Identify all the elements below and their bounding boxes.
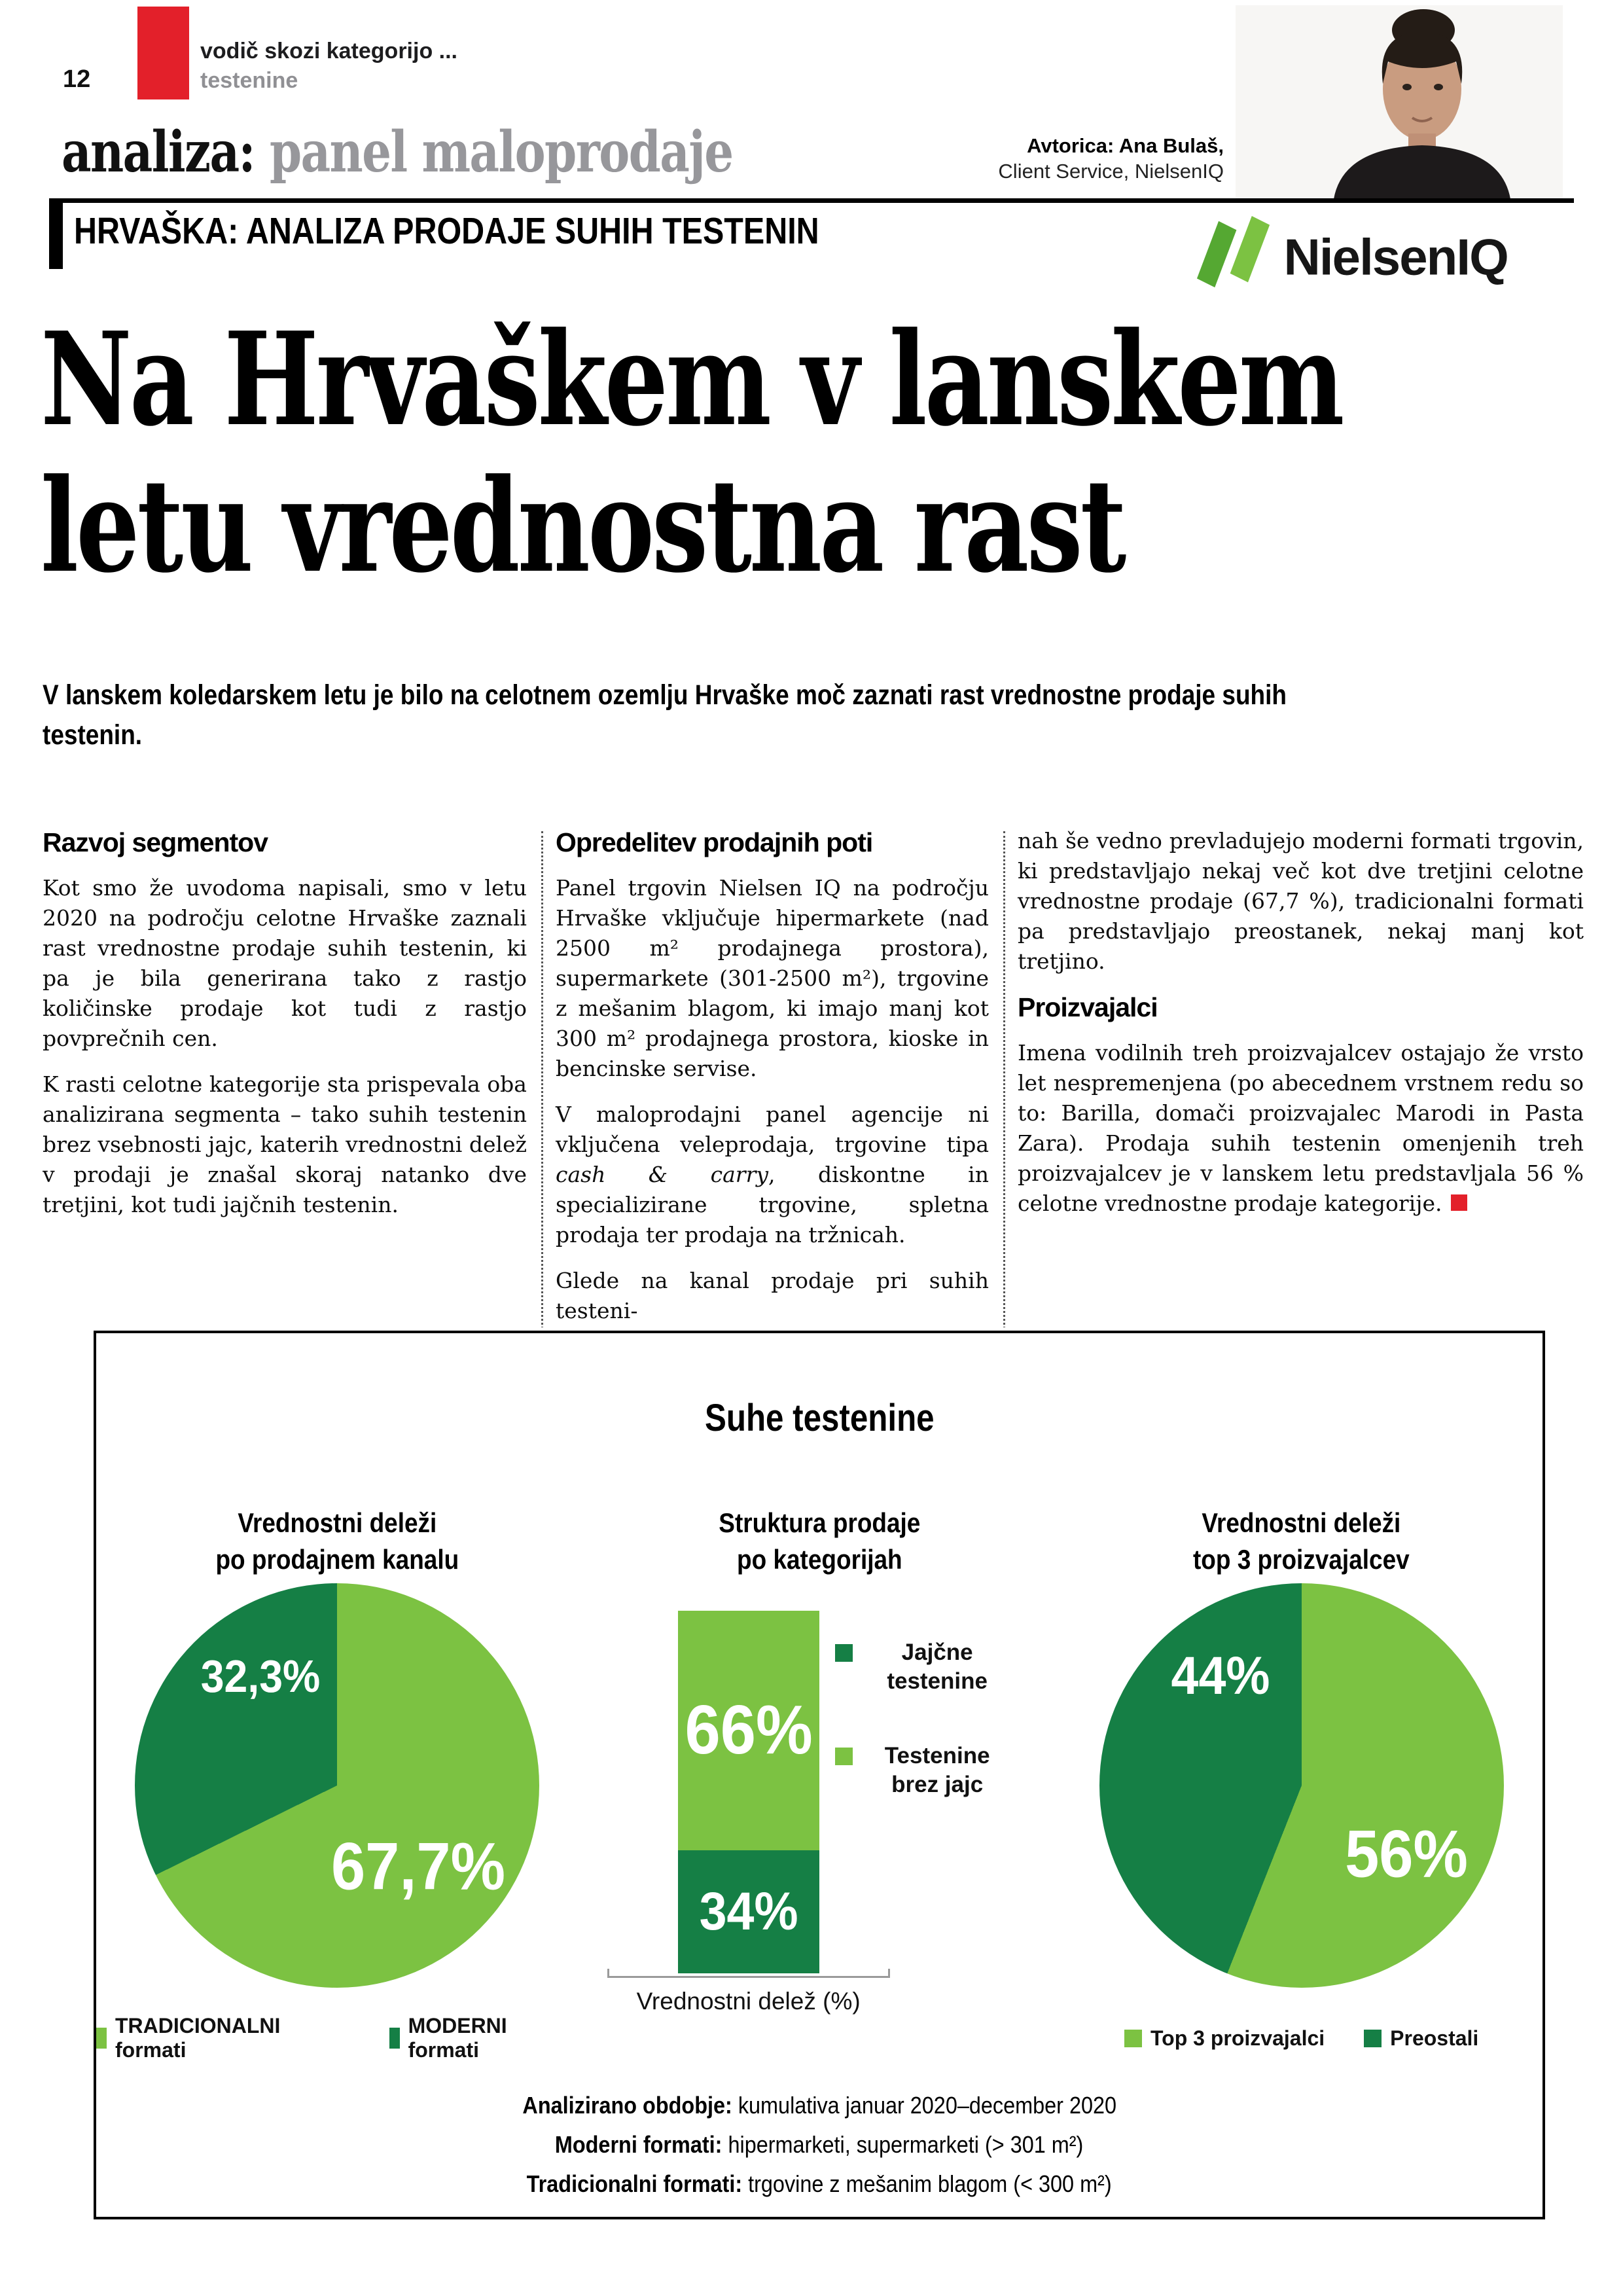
end-mark	[1451, 1194, 1467, 1211]
pie3-legend	[1060, 2014, 1543, 2062]
pie-legends-row	[96, 2014, 1543, 2062]
section-title-black: analiza:	[62, 119, 255, 185]
paragraph: Kot smo že uvodoma napisali, smo v letu 2020 na področju celotne Hrvaške zaznali rast vrednostne prodaje suhih testenin, ki pa je bila generirana tako z rastjo količinske prodaje kot tudi z rastjo povprečnih cen.	[43, 875, 527, 1051]
legend-spacer	[579, 2014, 1061, 2062]
pie-slice-label: 56%	[1345, 1816, 1469, 1892]
legend-item: Testenine brez jajc	[835, 1742, 1012, 1799]
column-divider	[527, 826, 556, 1327]
kicker-line2: testenine	[200, 68, 298, 93]
italic-term: cash & carry	[556, 1162, 768, 1187]
headline-line1: Na Hrvaškem v lanskem	[41, 304, 1342, 455]
column1-heading: Razvoj segmentov	[43, 827, 268, 857]
paragraph: nah še vedno prevladujejo moderni formati trgovin, ki predstavljajo nekaj več kot dve tretjini celotne vrednostne prodaje (67,7 %), tradicionalni formati pa predstavljajo preostanek, nekaj manj kot tretjino.	[1018, 828, 1584, 974]
column-1	[43, 826, 527, 1327]
category-kicker	[200, 37, 457, 96]
bar-segment-label: 66%	[685, 1691, 813, 1769]
pie-chart-top3	[1099, 1583, 1504, 1988]
bar-segment-no-egg	[678, 1611, 819, 1850]
legend-item: MODERNI formati	[389, 2014, 579, 2062]
header-rule	[49, 198, 1574, 203]
legend-swatch	[835, 1644, 853, 1662]
author-name: Avtorica: Ana Bulaš,	[1027, 134, 1224, 157]
bar-segment-label: 34%	[699, 1881, 798, 1941]
author-role: Client Service, NielsenIQ	[998, 160, 1224, 183]
chart-notes	[96, 2086, 1543, 2204]
headline	[41, 306, 1623, 600]
note-line: Analizirano obdobje: kumulativa januar 2020–december 2020	[522, 2092, 1116, 2119]
nielseniq-logo-graphic	[1195, 215, 1554, 291]
legend-swatch	[389, 2028, 400, 2049]
pie-chart-top3-cell	[1060, 1577, 1543, 2002]
lead-paragraph: V lanskem koledarskem letu je bilo na celotnem ozemlju Hrvaške moč zaznati rast vrednostne prodaje suhih testenin.	[43, 679, 1287, 751]
article-kicker: HRVAŠKA: ANALIZA PRODAJE SUHIH TESTENIN	[74, 210, 819, 252]
pie-slice-label: 67,7%	[330, 1829, 505, 1904]
article-columns	[43, 826, 1584, 1327]
legend-swatch	[1124, 2030, 1142, 2047]
bar-chart-structure-cell	[579, 1577, 1061, 2015]
note-line: Tradicionalni formati: trgovine z mešanim blagom (< 300 m²)	[527, 2170, 1112, 2197]
chart-panel-title: Suhe testenine	[704, 1397, 935, 1439]
pie-chart-sales-channel	[135, 1583, 539, 1988]
chart1-title: Vrednostni deleži po prodajnem kanalu	[215, 1507, 459, 1575]
logo-mark-right	[1230, 216, 1270, 282]
author-photo-illustration	[1236, 5, 1563, 199]
paragraph: K rasti celotne kategorije sta prispevala oba analizirana segmenta – tako suhih testenin brez vsebnosti jajc, katerih vrednostni delež v prodaji je znašal skoraj natanko dve tretjini, kot tudi jajčnih testenin.	[43, 1071, 527, 1217]
author-credit	[818, 133, 1224, 184]
headline-line2: letu vrednostna rast	[41, 451, 1124, 601]
legend-swatch	[1364, 2030, 1382, 2047]
chart-panel	[94, 1331, 1545, 2219]
kicker-accent-bar	[49, 198, 63, 269]
bar-legend	[835, 1638, 1012, 1799]
column-divider	[989, 826, 1018, 1327]
column3-heading: Proizvajalci	[1018, 992, 1158, 1022]
page-number: 12	[63, 65, 91, 93]
column-2	[556, 826, 989, 1327]
legend-item: Jajčne testenine	[835, 1638, 1012, 1696]
x-axis-label: Vrednostni delež (%)	[636, 1988, 861, 2015]
kicker-line1: vodič skozi kategorijo ...	[200, 39, 457, 63]
paragraph: Glede na kanal prodaje pri suhih testeni-	[556, 1268, 989, 1323]
x-axis	[607, 1976, 890, 1978]
logo-wordmark: NielsenIQ	[1283, 228, 1508, 286]
column-3	[1018, 826, 1584, 1327]
chart-subtitles	[96, 1505, 1543, 1578]
pie1-legend	[96, 2014, 579, 2062]
stacked-bar	[678, 1611, 819, 1973]
legend-item: Preostali	[1364, 2026, 1478, 2051]
pie-slice-label: 44%	[1171, 1646, 1270, 1706]
red-accent-bar	[137, 7, 189, 99]
legend-item: TRADICIONALNI formati	[96, 2014, 350, 2062]
column2-heading: Opredelitev prodajnih poti	[556, 827, 873, 857]
paragraph: Imena vodilnih treh proizvajalcev ostajajo že vrsto let nespremenjena (po abecednem vrstnem redu so to: Barilla, domači proizvajalec Marodi in Pasta Zara). Prodaja suhih testenin omenjenih treh proizvajalcev je v lanskem letu predstavljala 56 % celotne vrednostne prodaje kategorije.	[1018, 1040, 1584, 1216]
author-photo	[1236, 5, 1563, 199]
pie-chart-sales-channel-cell	[96, 1577, 579, 2002]
note-line: Moderni formati: hipermarketi, supermarketi (> 301 m²)	[555, 2131, 1084, 2158]
chart2-title: Struktura prodaje po kategorijah	[718, 1507, 921, 1575]
nielseniq-logo	[1195, 215, 1554, 293]
legend-swatch	[96, 2028, 107, 2049]
bar-segment-egg	[678, 1850, 819, 1973]
logo-mark-left	[1197, 221, 1236, 287]
legend-swatch	[835, 1748, 853, 1765]
charts-row	[96, 1577, 1543, 2015]
legend-item: Top 3 proizvajalci	[1124, 2026, 1325, 2051]
section-title-gray: panel maloprodaje	[269, 119, 733, 185]
paragraph: V maloprodajni panel agencije ni vključena veleprodaja, trgovine tipa cash & carry, diskontne in specializirane trgovine, spletna prodaja ter prodaja na tržnicah.	[556, 1102, 989, 1247]
paragraph: Panel trgovin Nielsen IQ na področju Hrvaške vključuje hipermarkete (nad 2500 m² prodajnega prostora), supermarkete (301-2500 m²), trgovine z mešanim blagom, ki imajo manj kot 300 m² prodajnega prostora, kioske in bencinske servise.	[556, 875, 989, 1081]
chart3-title: Vrednostni deleži top 3 proizvajalcev	[1193, 1507, 1410, 1575]
section-title	[62, 119, 880, 185]
pie-slice-label: 32,3%	[200, 1651, 321, 1702]
